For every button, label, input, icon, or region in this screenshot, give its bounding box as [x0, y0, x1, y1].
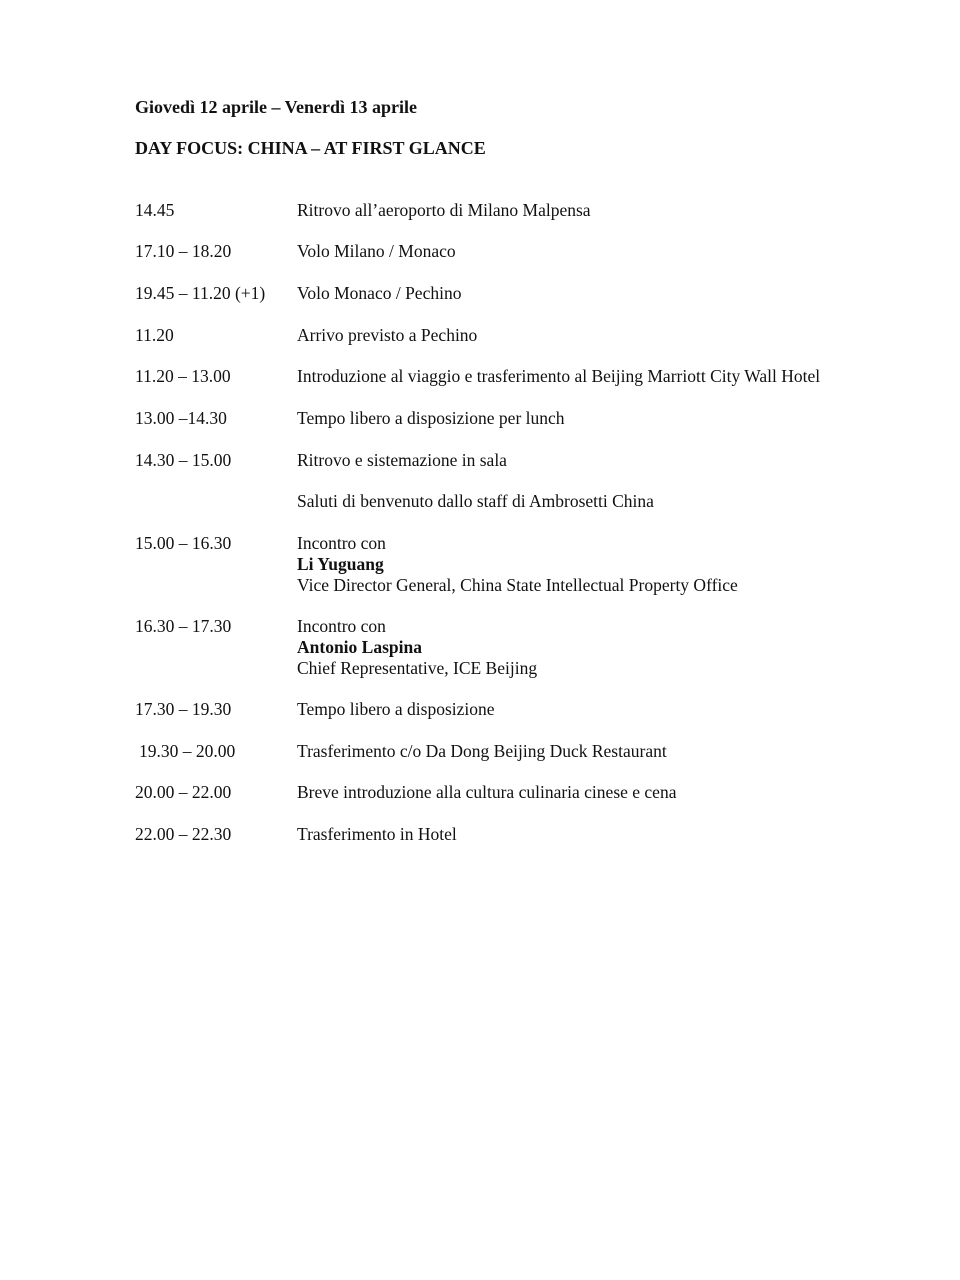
- schedule-activity: Trasferimento in Hotel: [297, 824, 457, 844]
- schedule-time: 15.00 – 16.30: [135, 533, 232, 553]
- schedule-activity: [297, 533, 738, 596]
- schedule-time: 17.30 – 19.30: [135, 699, 232, 719]
- schedule-time: 14.30 – 15.00: [135, 450, 232, 470]
- meeting-intro: Incontro con: [297, 533, 386, 553]
- schedule-activity: Volo Milano / Monaco: [297, 241, 456, 261]
- speaker-role: Vice Director General, China State Intellectual Property Office: [297, 575, 738, 595]
- schedule-time: 19.30 – 20.00: [139, 741, 236, 761]
- schedule-time: 13.00 –14.30: [135, 408, 227, 428]
- schedule-activity: Trasferimento c/o Da Dong Beijing Duck Restaurant: [297, 741, 667, 761]
- meeting-intro: Incontro con: [297, 616, 386, 636]
- day-focus-heading: DAY FOCUS: CHINA – AT FIRST GLANCE: [135, 138, 486, 158]
- schedule-time: 22.00 – 22.30: [135, 824, 232, 844]
- speaker-name: Li Yuguang: [297, 554, 384, 574]
- schedule-activity: Arrivo previsto a Pechino: [297, 325, 478, 345]
- schedule-time: 14.45: [135, 200, 175, 220]
- schedule-time: 19.45 – 11.20 (+1): [135, 283, 266, 303]
- schedule-time: 16.30 – 17.30: [135, 616, 232, 636]
- schedule-activity: Saluti di benvenuto dallo staff di Ambrosetti China: [297, 491, 654, 511]
- schedule-activity: Introduzione al viaggio e trasferimento al Beijing Marriott City Wall Hotel: [297, 366, 821, 386]
- speaker-role: Chief Representative, ICE Beijing: [297, 658, 538, 678]
- schedule-activity: Volo Monaco / Pechino: [297, 283, 462, 303]
- schedule-activity: Ritrovo e sistemazione in sala: [297, 450, 507, 470]
- schedule-activity: Breve introduzione alla cultura culinaria cinese e cena: [297, 782, 677, 802]
- speaker-name: Antonio Laspina: [297, 637, 422, 657]
- date-range-heading: Giovedì 12 aprile – Venerdì 13 aprile: [135, 97, 417, 117]
- schedule-activity: [297, 616, 537, 679]
- schedule-activity: Ritrovo all’aeroporto di Milano Malpensa: [297, 200, 591, 220]
- schedule-activity: Tempo libero a disposizione per lunch: [297, 408, 565, 428]
- schedule-time: 17.10 – 18.20: [135, 241, 232, 261]
- schedule-time: 20.00 – 22.00: [135, 782, 232, 802]
- schedule-time: 11.20 – 13.00: [135, 366, 231, 386]
- schedule-activity: Tempo libero a disposizione: [297, 699, 495, 719]
- schedule-time: 11.20: [135, 325, 174, 345]
